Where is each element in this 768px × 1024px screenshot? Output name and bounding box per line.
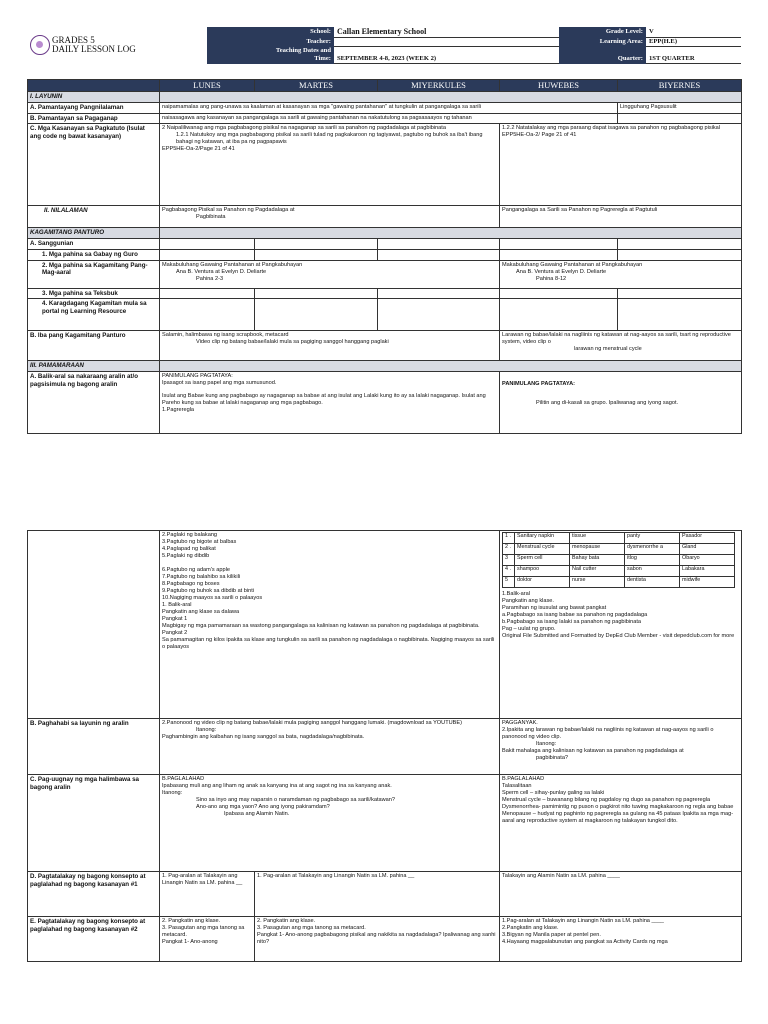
lingguhang-pagsusulit: Lingguhang Pagsusulit [618,102,742,113]
list-item: 2.Paglaki ng balakang [162,532,218,538]
balik-aral-mon-cell [160,372,500,434]
kagamitang-thu-2: Ana B. Ventura at Evelyn D. Deliarte [516,268,607,275]
header-title-line1: GRADES 5 [52,35,95,46]
balik-aral-mon-2: Ipasagot sa isang papel ang mga sumusunod. [162,380,277,387]
table-row: 5 doktor nurse dentista midwife [503,577,735,588]
row-label-kasanayan: C. Mga Kasanayan sa Pagkatuto (Isulat ang code ng bawat kasanayan) [28,124,160,206]
section-kagamitan: KAGAMITANG PANTURO [28,228,160,239]
day-header-biyernes: BIYERNES [618,80,742,92]
balik-aral-cont-mon-cell [160,531,500,719]
row-label-gabay-guro: 1. Mga pahina sa Gabay ng Guro [28,249,160,260]
pangkatin-text: Pangkatin ang klase sa dalawa [162,608,240,615]
thu-item-b: b.Pagbabago sa isang lalaki sa panahon ng pagbibinata [502,618,642,625]
pagtatalakay-2-thu-1: 1.Pag-aralan at Talakayin ang Linangin Natin sa LM. pahina ____ [502,918,664,924]
kagamitang-mon-1: Makabuluhang Gawaing Pantahanan at Pangkabuhayan [162,261,303,268]
dll-page-2 [27,530,741,962]
paghahabi-mon-3: Paghambingin ang kaibahan ng isang sanggol sa bata, nagdadalaga/nagbibinata. [162,733,365,740]
balik-aral-mon-1: PANIMULANG PAGTATAYA: [162,373,233,380]
paghahabi-mon-2: Itanong: [196,726,217,733]
depedclub-credit: Original File Submitted and Formatted by DepEd Club Member - visit depedclub.com for more [502,632,735,639]
pag-uugnay-mon-3: Itanong: [162,789,183,796]
paghahabi-thu-1: PAGGANYAK. [502,720,538,726]
day-header-lunes: LUNES [160,80,255,92]
row-label-pamantayan-pagaganap: B. Pamantayan sa Pagaganap [28,113,160,124]
kasanayan-thu-1: 1.2.2 Natatalakay ang mga paraang dapat isagawa sa panahon ng pagbabagong pisikal [502,125,721,132]
pag-uugnay-mon-1: B.PAGLALAHAD [162,776,205,782]
pagtatalakay-2-tue-3: Pangkat 1- Ano-anong pagbabagong pisikal ang nakikita sa nagdadalaga? Ipaliwanag ang sanhi nito? [257,931,496,945]
dates-label-2: Time: [207,55,334,64]
list-item: 7.Pagtubo ng balahibo sa kilikili [162,573,241,580]
balik-aral-mon-3: Isulat ang Babae kung ang pagbabago ay nagaganap sa babae at ang isulat ang Lalaki kung ito ay sa lalaki nagaganap. Isulat ang Pareho kung sa babae at lalaki nagaganap ang mga pagbabago. [162,393,486,407]
nilalaman-mon-1: Pagbabagong Pisikal sa Panahon ng Pagdadalaga at [162,207,295,214]
thu-paramihan: Paramihan ng isusulat ang bawat pangkat [502,604,607,611]
list-item: 3.Pagtubo ng bigote at balbas [162,538,237,545]
thu-pangkatin: Pangkatin ang klase. [502,597,554,604]
row-label-teksbuk: 3. Mga pahina sa Teksbuk [28,288,160,299]
nilalaman-thu: Pangangalaga sa Sarili sa Panahon ng Pagreregla at Pagtutuli [500,206,742,228]
pag-uugnay-thu-line: Sperm cell – sihay-punlay galing sa lalaki [502,789,605,796]
list-item: 4.Paglapad ng balikat [162,545,216,552]
list-item: 6.Pagtubo ng adam's apple [162,566,230,573]
dates-value: SEPTEMBER 4-8, 2023 (WEEK 2) [334,55,559,64]
pagtatalakay-2-thu-cell [500,917,742,962]
kasanayan-mon-1: 2 Naipaliliwanag ang mga pagbabagong pisikal na nagaganap sa sarili sa panahon ng pagdadalaga at pagbibinata [162,125,446,132]
balik-aral-heading: 1. Balik-aral [162,601,192,608]
pag-uugnay-mon-2: Ipabasang muli ang ang liham ng anak sa kanyang ina at ang sagot ng ina sa kanyang anak. [162,782,392,789]
day-header-miyerkules: MIYERKULES [378,80,500,92]
kagamitang-thu-1: Makabuluhang Gawaing Pantahanan at Pangkabuhayan [502,261,643,268]
thu-pag-uulat: Pag – uulat ng grupo. [502,625,556,632]
pagtatalakay-2-tue-cell [255,917,500,962]
row-label-pag-uugnay: C. Pag-uugnay ng mga halimbawa sa bagong aralin [28,775,160,872]
pag-uugnay-thu-line: Menopause – hudyat ng paghinto ng pagreregla sa gulang na 45 pataas Ipakita sa mga mag-aaral ang reproductive system at magkaroon ng talakayan tungkol dito. [502,810,734,824]
pag-uugnay-mon-5: Ano-ano ang mga yaon? Ano ang iyong pakiramdam? [196,803,330,810]
row-label-karagdagang-kagamitan: 4. Karagdagang Kagamitan mula sa portal ng Learning Resource [28,299,160,331]
paghahabi-mon-1: 2.Panonood ng video clip ng batang babae/lalaki mula pagiging sanggol hanggang lumaki. (magdownload sa YOUTUBE) [162,720,462,726]
kagamitang-thu-3: Pahina 8-12 [536,275,567,282]
pagtatalakay-1-tue: 1. Pag-aralan at Talakayin ang Linangin Natin sa LM. pahina __ [255,872,500,917]
list-item: 9.Pagtubo ng buhok sa dibdib at binti [162,587,255,594]
pagtatalakay-2-mon-3: Pangkat 1- Ano-anong [162,938,218,945]
pagtatalakay-2-thu-2: 2.Pangkatin ang klase. [502,924,559,931]
list-item: 8.Pagbabago ng boses [162,580,220,587]
day-header-huwebes: HUWEBES [500,80,618,92]
lesson-table-1 [27,79,742,434]
grade-level-label: Grade Level: [559,27,646,38]
header-title-line2: DAILY LESSON LOG [52,44,136,55]
pagtatalakay-2-thu-4: 4.Hayaang magpalabunutan ang pangkat sa Activity Cards ng mga [502,938,668,945]
header-table [27,27,741,64]
section-layunin: I. LAYUNIN [28,92,160,103]
pag-uugnay-mon-4: Sino sa inyo ang may naparsin o naramdaman ng pagbabago sa sarili/katawan? [196,796,396,803]
word-grid-table [502,532,735,588]
row-label-pagtatalakay-2: E. Pagtatalakay ng bagong konsepto at paglalahad ng bagong kasanayan #2 [28,917,160,962]
pangkat-1-label: Pangkat 1 [162,615,188,622]
row-label-pagtatalakay-1: D. Pagtatalakay ng bagong konsepto at paglalahad ng bagong kasanayan #1 [28,872,160,917]
pagaganap-text: naisasagawa ang kasanayan sa pangangalaga sa sarili at gawaing pantahanan na nakatutulong sa pagsasaayos ng tahanan [160,113,618,124]
paghahabi-mon-cell [160,719,500,775]
pangkat-2-label: Pangkat 2 [162,629,188,636]
pag-uugnay-mon-cell [160,775,500,872]
pagtatalakay-1-mon: 1. Pag-aralan at Talakayin ang Linangin Natin sa LM. pahina __ [160,872,255,917]
balik-aral-mon-4: 1.Pagreregla [162,407,195,414]
row-label-paghahabi: B. Paghahabi sa layunin ng aralin [28,719,160,775]
section-pamamaraan: III. PAMAMARAAN [28,361,160,372]
row-label-nilalaman: II. NILALAMAN [28,206,160,228]
kasanayan-thu-2: EPP5HE-Oa-2/ Page 21 of 41 [502,132,577,139]
pagtatalakay-2-thu-3: 3.Bigyan ng Manila paper at pentel pen. [502,931,601,938]
kagamitang-mon-2: Ana B. Ventura at Evelyn D. Deliarte [176,268,267,275]
dll-page-1 [27,27,741,434]
list-item: 10.Nagiging maayos sa sarili o palaayos [162,594,263,601]
list-item: 5.Paglaki ng dibdib [162,552,210,559]
paghahabi-thu-2: 2.Ipakita ang larawan ng babae/lalaki na nagliinis ng katawan at nag-aayos ng sarili o panonood ng video clip. [502,726,714,740]
table-row: 1 . Sanitary napkin tissue panty Pasador [503,533,735,544]
pagtatalakay-1-thu: Talakayin ang Alamin Natin sa LM. pahina ____ [500,872,742,917]
iba-pang-thu-2: larawan ng menstrual cycle [574,346,642,353]
thu-balik-aral: 1.Balik-aral [502,591,530,597]
school-label: School: [207,27,334,38]
pag-uugnay-mon-6: Ipabasa ang Alamin Natin. [224,810,290,817]
pagtatalakay-2-tue-1: 2. Pangkatin ang klase. [257,918,316,924]
learning-area-label: Learning Area: [559,38,646,47]
table-row: 4 . shampoo Nail cutter sabon Labakara [503,566,735,577]
row-label-pamantayang-pangnilalaman: A. Pamantayang Pangnilalaman [28,102,160,113]
pag-uugnay-thu-line: Menstrual cycle – buwanang bilang ng pagdaloy ng dugo sa panahon ng pagreregla [502,796,711,803]
iba-pang-mon-2: Video clip ng batang babae/lalaki mula sa pagiging sanggol hanggang paglaki [196,339,389,346]
balik-aral-thu-2: Pilitin ang di-kasali sa grupo. Ipaliwanag ang iyong sagot. [536,400,679,407]
deped-seal-icon [30,35,50,55]
dates-label-1: Teaching Dates and [207,47,334,56]
pagtatalakay-2-mon-cell [160,917,255,962]
balik-aral-cont-thu-cell [500,531,742,719]
pag-uugnay-thu-cell [500,775,742,872]
pangnilalaman-text: naipamamalas ang pang-unawa sa kaalaman at kasanayan sa mga "gawaing pantahanan" at tungkulin at pangangalaga sa sarili [160,102,618,113]
thu-item-a: a.Pagbabago sa isang babae sa panahon ng pagdadalaga [502,611,648,618]
pag-uugnay-thu-line: Dysmenorrhea- pamimintig ng puson o pagkirot nito tuwing magkakaroon ng regla ang babae [502,803,734,810]
pangkat-1-text: Magbigay ng mga pamamaraan sa wastong pangangalaga sa kalinisan ng katawan sa panahon ng pagdadalaga at pagbibinata. [162,622,480,629]
learning-area-value: EPP(H.E) [646,38,741,47]
balik-aral-thu-1: PANIMULANG PAGTATAYA: [502,381,576,388]
iba-pang-thu-cell [500,331,742,361]
iba-pang-mon-1: Salamin, halimbawa ng isang scrapbook, metacard [162,332,289,339]
day-header-martes: MARTES [255,80,378,92]
nilalaman-mon-2: Pagbibinata [196,214,226,221]
iba-pang-thu-1: Larawan ng babae/lalaki na nagliinis ng katawan at nag-aayos sa sarili, tsart ng reproductive system, video clip o [502,332,731,346]
header-title-cell [27,27,207,64]
paghahabi-thu-3: Itanong: [536,740,557,747]
lesson-table-2 [27,530,742,962]
pangkat-2-text: Sa pamamagitan ng kilos ipakita sa klase ang tungkulin sa sarili sa panahon ng nagdadalaga o nagbibinata. Nagiging maayos sa sarili o palaayos [162,636,495,650]
row-label-iba-pang-kagamitan: B. Iba pang Kagamitang Panturo [28,331,160,361]
school-value: Callan Elementary School [334,27,559,38]
kagamitang-mon-cell [160,260,500,288]
paghahabi-thu-5: pagbibinata? [536,754,569,761]
nilalaman-mon-cell [160,206,500,228]
kasanayan-mon-2: 1.2.1 Natutukoy ang mga pagbabagong pisikal sa sarili tulad ng pagkakaroon ng tagiyawat, pagtubo ng buhok sa iba't ibang bahagi ng katawan, at iba pa ng pagpapawis [176,132,483,146]
row-label-sanggunian: A. Sanggunian [28,239,160,250]
grade-level-value: V [646,27,741,38]
quarter-label: Quarter: [559,55,646,64]
kasanayan-thu-cell [500,124,742,206]
pag-uugnay-thu-line: B.PAGLALAHAD [502,776,545,782]
teacher-value [334,38,559,47]
paghahabi-thu-cell [500,719,742,775]
balik-aral-thu-cell [500,372,742,434]
kasanayan-mon-cell [160,124,500,206]
kagamitang-thu-cell [500,260,742,288]
kasanayan-mon-3: EPP5HE-Oa-2/Page 21 of 41 [162,146,235,153]
row-label-balik-aral: A. Balik-aral sa nakaraang aralin at/o pagsisimula ng bagong aralin [28,372,160,434]
pagtatalakay-2-tue-2: 3. Pasagutan ang mga tanong sa metacard. [257,924,366,931]
quarter-value: 1ST QUARTER [646,55,741,64]
paghahabi-thu-4: Bakit mahalaga ang kalinisan ng katawan sa panahon ng pagdadalaga at [502,747,684,754]
pag-uugnay-thu-line: Talasalitaan [502,782,532,789]
table-row: 3 Sperm cell Bahay bata itlog Obaryo [503,555,735,566]
kagamitang-mon-3: Pahina 2-3 [196,275,224,282]
pagtatalakay-2-mon-1: 2. Pangkatin ang klase. [162,918,221,924]
row-label-kagamitang-mag-aaral: 2. Mga pahina sa Kagamitang Pang-Mag-aaral [28,260,160,288]
pagtatalakay-2-mon-2: 3. Pasagutan ang mga tanong sa metacard. [162,924,245,938]
teacher-label: Teacher: [207,38,334,47]
table-row: 2 . Menstrual cycle menopause dysmenorrhe a Gland [503,544,735,555]
iba-pang-mon-cell [160,331,500,361]
